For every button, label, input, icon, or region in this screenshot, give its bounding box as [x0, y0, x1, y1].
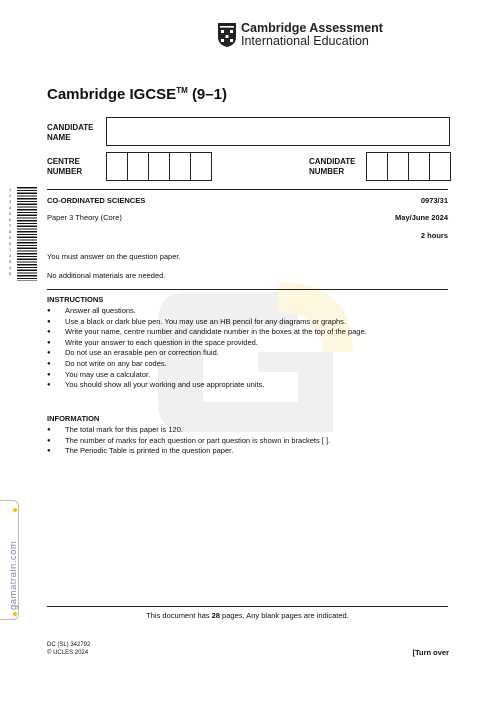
candidate-name-label-line2: NAME	[47, 133, 71, 142]
centre-number-label-line1: CENTRE	[47, 157, 80, 166]
barcode-digit: 0	[9, 241, 12, 246]
page-count-note	[47, 611, 448, 620]
list-item: ● Write your answer to each question in the space provided.	[47, 338, 447, 349]
candidate-number-digit-box[interactable]	[430, 153, 450, 180]
divider	[47, 189, 448, 190]
subject-title: CO-ORDINATED SCIENCES	[47, 196, 146, 205]
barcode-digit: 4	[9, 205, 12, 210]
candidate-number-digit-box[interactable]	[388, 153, 409, 180]
information-heading: INFORMATION	[47, 414, 100, 423]
candidate-number-digit-box[interactable]	[367, 153, 388, 180]
side-watermark-text: gamatrain.com	[8, 540, 19, 610]
barcode-digit: 6	[9, 217, 12, 222]
candidate-number-label-line2: NUMBER	[309, 167, 345, 176]
badge-dot-icon	[13, 508, 17, 512]
syllabus-code: 0973/31	[420, 196, 448, 205]
barcode-digit: 7	[9, 223, 12, 228]
candidate-number-label	[309, 157, 356, 177]
divider	[47, 289, 448, 290]
exam-session: May/June 2024	[395, 213, 448, 222]
org-name-line2: International Education	[241, 34, 369, 48]
barcode-digit: 9	[9, 235, 12, 240]
barcode-digit: 3	[9, 259, 12, 264]
candidate-number-label-line1: CANDIDATE	[309, 157, 356, 166]
candidate-name-label	[47, 123, 94, 143]
cambridge-crest-icon	[217, 22, 237, 48]
header-logo	[217, 22, 383, 48]
document-code-block	[47, 641, 90, 657]
org-name-line1: Cambridge Assessment	[241, 21, 383, 35]
list-item: ● The total mark for this paper is 120.	[47, 425, 447, 436]
candidate-name-field[interactable]	[106, 117, 450, 146]
barcode-digit: 1	[9, 187, 12, 192]
centre-number-digit-box[interactable]	[149, 153, 170, 180]
qualification-name: Cambridge IGCSE	[47, 86, 177, 103]
centre-number-field[interactable]	[106, 152, 212, 181]
barcode-digit: 5	[9, 211, 12, 216]
list-item: ● The Periodic Table is printed in the question paper.	[47, 446, 447, 457]
list-item: ● Do not write on any bar codes.	[47, 359, 447, 370]
materials-note: No additional materials are needed.	[47, 271, 166, 280]
copyright-notice: © UCLES 2024	[47, 650, 89, 656]
barcode-digit: 2	[9, 193, 12, 198]
centre-number-digit-box[interactable]	[170, 153, 191, 180]
page-count-prefix: This document has	[146, 611, 212, 620]
centre-number-digit-box[interactable]	[107, 153, 128, 180]
qualification-title	[47, 86, 227, 103]
exam-duration: 2 hours	[420, 231, 448, 240]
centre-number-label	[47, 157, 82, 177]
trademark-mark: TM	[176, 86, 188, 95]
barcode-digit: 8	[9, 229, 12, 234]
turn-over-note: [Turn over	[412, 648, 449, 657]
instructions-list	[47, 306, 447, 391]
barcode-digit: 4	[9, 265, 12, 270]
instructions-heading: INSTRUCTIONS	[47, 295, 104, 304]
answer-note: You must answer on the question paper.	[47, 252, 181, 261]
list-item: ● Answer all questions.	[47, 306, 447, 317]
badge-dot-icon	[13, 612, 17, 616]
org-name	[241, 22, 383, 48]
candidate-number-digit-box[interactable]	[409, 153, 430, 180]
centre-number-label-line2: NUMBER	[47, 167, 83, 176]
barcode-digits	[9, 187, 16, 277]
list-item: ● Do not use an erasable pen or correction fluid.	[47, 348, 447, 359]
centre-number-digit-box[interactable]	[128, 153, 149, 180]
list-item: ● Write your name, centre number and candidate number in the boxes at the top of the page.	[47, 327, 447, 338]
candidate-name-label-line1: CANDIDATE	[47, 123, 94, 132]
list-item: ● You should show all your working and use appropriate units.	[47, 380, 447, 391]
list-item: ● The number of marks for each question or part question is shown in brackets [ ].	[47, 436, 447, 447]
list-item: ● You may use a calculator.	[47, 370, 447, 381]
barcode-digit: 5	[9, 271, 12, 276]
barcode-digit: 2	[9, 253, 12, 258]
candidate-number-field[interactable]	[366, 152, 451, 181]
barcode-digit: 1	[9, 247, 12, 252]
information-list	[47, 425, 447, 457]
page-count-suffix: pages. Any blank pages are indicated.	[219, 611, 349, 620]
document-code: DC (SL) 342792	[47, 642, 91, 648]
barcode-digit: 3	[9, 199, 12, 204]
barcode	[17, 187, 37, 281]
paper-title: Paper 3 Theory (Core)	[47, 213, 122, 222]
grade-scale: (9–1)	[191, 86, 227, 103]
centre-number-digit-box[interactable]	[191, 153, 211, 180]
page-count: 28	[211, 611, 220, 620]
list-item: ● Use a black or dark blue pen. You may use an HB pencil for any diagrams or graphs.	[47, 317, 447, 328]
divider	[47, 606, 448, 607]
